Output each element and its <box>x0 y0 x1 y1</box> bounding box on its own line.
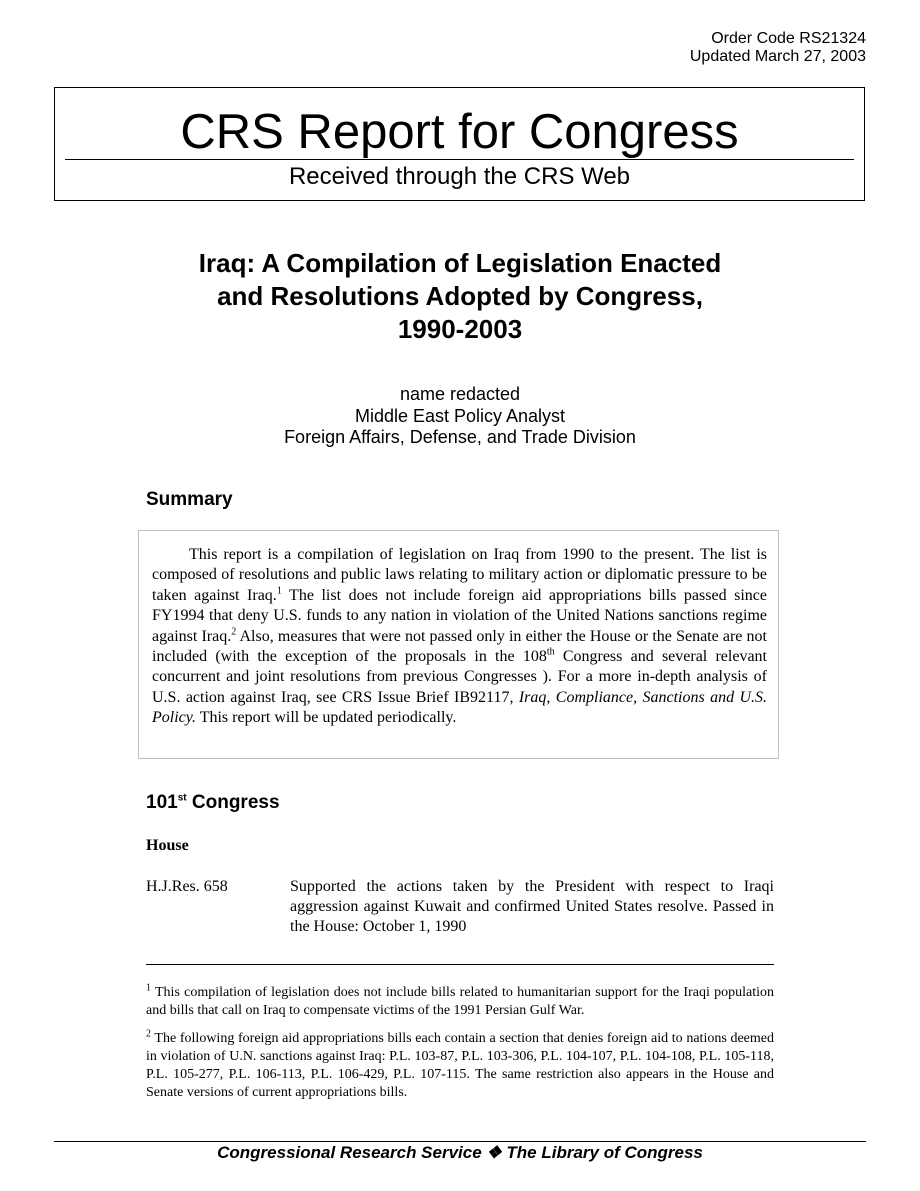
footnote-mark: 1 <box>146 982 151 994</box>
summary-box <box>138 530 779 759</box>
footnote <box>146 984 774 1020</box>
footer-org: Congressional Research Service <box>217 1143 482 1162</box>
footnote <box>146 1030 774 1102</box>
summary-text <box>152 545 767 729</box>
summary-heading: Summary <box>146 489 233 510</box>
banner-title: CRS Report for Congress <box>180 105 739 159</box>
legislation-id: H.J.Res. 658 <box>146 878 228 895</box>
congress-heading <box>146 792 280 814</box>
summary-text-part: The list does not include foreign aid appropriations bills passed since FY1994 that deny U.S. funds to any nation in violation of the United Nations sanctions regime against Iraq. <box>152 586 768 645</box>
page-footer <box>0 1143 920 1163</box>
footer-separator-icon: ❖ <box>486 1143 502 1162</box>
footnote-ref: 1 <box>276 585 282 597</box>
summary-text-part: Congress and several relevant concurrent and joint resolutions from previous Congresses ). For a more in-depth analysis of U.S. action against Iraq, see CRS Issue Brief IB92117, <box>152 648 767 706</box>
congress-number: 101 <box>146 792 178 813</box>
banner-divider <box>65 159 854 160</box>
report-title-line: and Resolutions Adopted by Congress, <box>217 281 703 311</box>
footnote-text: This compilation of legislation does not include bills related to humanitarian support for the Iraqi population and bills that call on Iraq to compensate victims of the 1991 Persian Gulf War. <box>146 985 774 1018</box>
author-position: Middle East Policy Analyst <box>354 405 566 426</box>
order-code: Order Code RS21324 <box>711 30 866 47</box>
author-name: name redacted <box>399 384 521 404</box>
report-title <box>120 247 800 346</box>
ordinal-suffix: st <box>177 792 187 804</box>
order-info <box>690 30 866 66</box>
author-division: Foreign Affairs, Defense, and Trade Division <box>284 427 636 447</box>
congress-label: Congress <box>186 792 280 813</box>
footnote-text: The following foreign aid appropriations bills each contain a section that denies foreign aid to nations deemed in violation of U.N. sanctions against Iraq: P.L. 103-87, P.L. 103-306, P.L. 104-107, P.L. 104-108, P.L. 105-118, P.L. 105-277, P.L. 106-113, P.L. 106-429, P.L. 107-115. The same restriction also appears in the House and Senate versions of current appropriations bills. <box>146 1031 774 1100</box>
author-block <box>0 384 920 449</box>
banner-subtitle: Received through the CRS Web <box>288 163 631 190</box>
report-title-line: Iraq: A Compilation of Legislation Enacted <box>198 248 722 278</box>
report-banner <box>54 87 865 201</box>
footnote-ref: 2 <box>231 626 237 638</box>
footnote-divider <box>146 964 774 965</box>
report-title-line: 1990-2003 <box>397 314 523 344</box>
footnote-mark: 2 <box>146 1028 151 1040</box>
summary-text-part: This report will be updated periodically. <box>195 709 457 727</box>
footer-divider <box>54 1141 866 1142</box>
updated-date: Updated March 27, 2003 <box>689 48 866 65</box>
chamber-heading: House <box>146 837 189 854</box>
ordinal-suffix: th <box>546 646 555 658</box>
summary-text-part: This report is a compilation of legislation on Iraq from 1990 to the present. The list is composed of resolutions and public laws relating to military action or diplomatic pressure to be taken against Iraq. <box>152 546 767 604</box>
footer-library: The Library of Congress <box>506 1143 703 1162</box>
summary-text-part: Also, measures that were not passed only in either the House or the Senate are not included (with the exception of the proposals in the 108 <box>152 627 768 666</box>
legislation-description: Supported the actions taken by the President with respect to Iraqi aggression against Kuwait and confirmed United States resolve. Passed in the House: October 1, 1990 <box>290 878 774 935</box>
brief-title: Iraq, Compliance, Sanctions and U.S. Policy. <box>152 688 767 727</box>
